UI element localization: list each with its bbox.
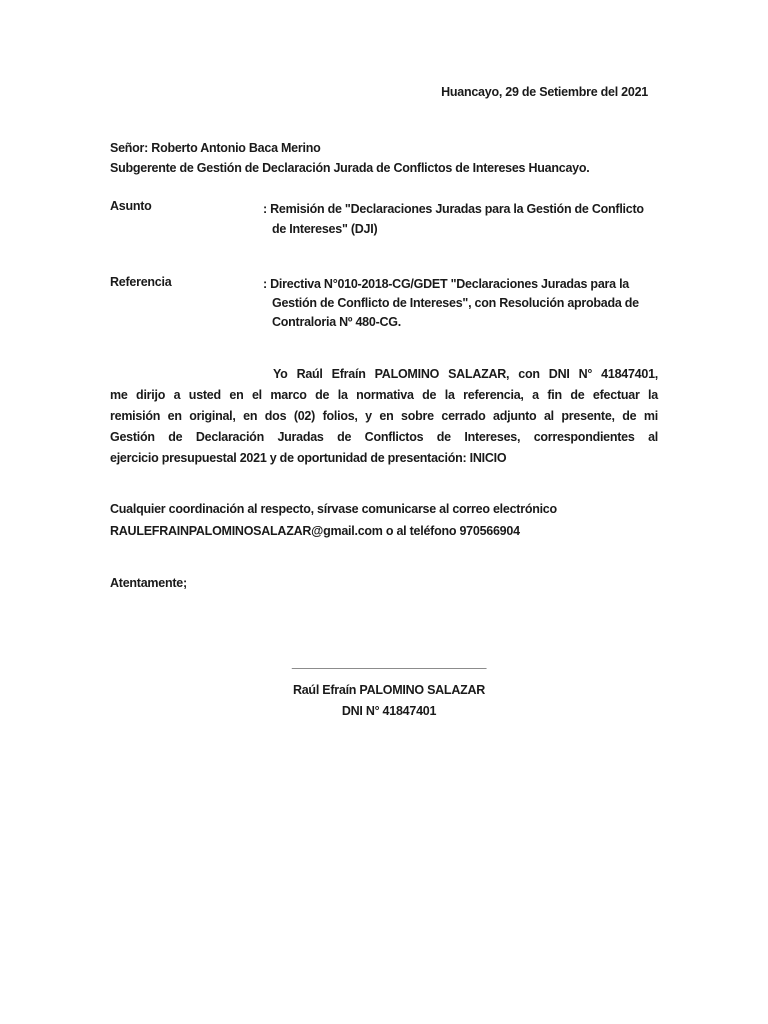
contact-line: Cualquier coordinación al respecto, sírvase comunicarse al correo electrónico bbox=[110, 502, 557, 516]
body-paragraph bbox=[110, 364, 658, 469]
recipient-block bbox=[110, 139, 670, 178]
signature-name: Raúl Efraín PALOMINO SALAZAR bbox=[292, 683, 486, 697]
date-line: Huancayo, 29 de Setiembre del 2021 bbox=[441, 85, 648, 99]
signature-rule: _____________________________ bbox=[291, 656, 487, 670]
subject-line: : Remisión de "Declaraciones Juradas para la Gestión de Conflicto bbox=[263, 202, 644, 216]
reference-label: Referencia bbox=[110, 275, 172, 289]
signature-dni: DNI N° 41847401 bbox=[341, 704, 437, 718]
subject-value bbox=[263, 199, 665, 239]
reference-line: Contraloria Nº 480-CG. bbox=[272, 315, 401, 329]
recipient-salutation: Señor: Roberto Antonio Baca Merino bbox=[110, 141, 321, 155]
recipient-position: Subgerente de Gestión de Declaración Jurada de Conflictos de Intereses Huancayo. bbox=[110, 160, 590, 175]
body-line: me dirijo a usted en el marco de la normativa de la referencia, a fin de efectuar la bbox=[110, 388, 658, 402]
contact-block bbox=[110, 498, 658, 542]
body-line: ejercicio presupuestal 2021 y de oportunidad de presentación: INICIO bbox=[110, 451, 507, 465]
reference-value bbox=[263, 275, 665, 332]
contact-line-email: RAULEFRAINPALOMINOSALAZAR@gmail.com o al teléfono 970566904 bbox=[110, 524, 520, 538]
body-line: remisión en original, en dos (02) folios, y en sobre cerrado adjunto al presente, de mi bbox=[110, 409, 658, 423]
reference-line: Gestión de Conflicto de Intereses", con Resolución aprobada de bbox=[272, 296, 639, 310]
subject-line: de Intereses" (DJI) bbox=[272, 222, 378, 236]
reference-line: : Directiva N°010-2018-CG/GDET "Declaraciones Juradas para la bbox=[263, 277, 629, 291]
body-line: Yo Raúl Efraín PALOMINO SALAZAR, con DNI N° 41847401, bbox=[273, 367, 658, 381]
subject-label: Asunto bbox=[110, 199, 152, 213]
body-line: Gestión de Declaración Juradas de Conflictos de Intereses, correspondientes al bbox=[110, 430, 658, 444]
closing-salutation: Atentamente; bbox=[110, 576, 187, 590]
